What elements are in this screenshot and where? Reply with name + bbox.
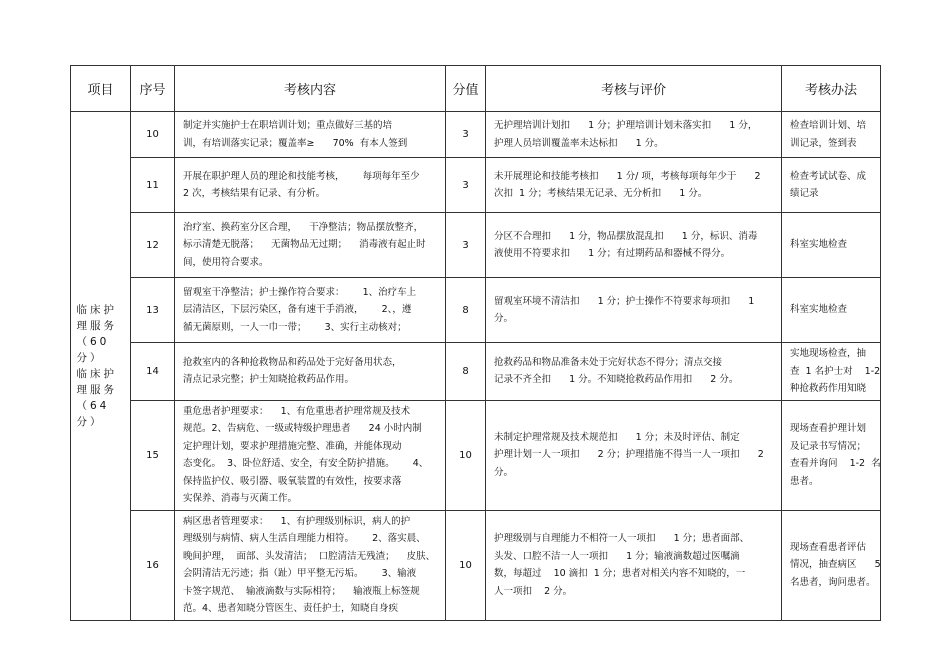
eval-line: 抢救药品和物品准备未处于完好状态不得分；清点交接 <box>494 356 723 368</box>
content-line: 定护理计划，要求护理措施完整、准确，并能体现动 <box>183 440 402 452</box>
method-cell <box>782 278 881 343</box>
assessment-table <box>70 65 881 621</box>
eval-cell <box>486 510 782 620</box>
eval-line: 人一项扣 2 分。 <box>494 585 573 597</box>
row-number: 15 <box>131 400 175 510</box>
content-line: 卡签字规范、 输液滴数与实际相符； 输液瓶上标签规 <box>183 585 420 597</box>
table-row <box>71 213 881 278</box>
score-cell: 3 <box>446 158 486 213</box>
method-line: 科室实地检查 <box>790 239 848 251</box>
method-cell <box>782 400 881 510</box>
content-line: 2 次，考核结果有记录、有分析。 <box>183 188 326 199</box>
table-row <box>71 343 881 401</box>
eval-line: 分。 <box>494 466 514 478</box>
score-cell: 3 <box>446 213 486 278</box>
table-row <box>71 112 881 158</box>
method-line: 科室实地检查 <box>790 304 848 316</box>
eval-line: 护理级别与自理能力不相符一人一项扣 1 分；患者面部、 <box>494 533 750 544</box>
method-line: 现场查看护理计划 <box>790 423 867 434</box>
row-number: 11 <box>131 158 175 213</box>
content-cell <box>175 112 446 158</box>
method-cell <box>782 213 881 278</box>
score-cell: 3 <box>446 112 486 158</box>
eval-line: 未开展理论和技能考核扣 1 分/ 项，考核每项每年少于 2 <box>494 170 761 182</box>
content-line: 循无菌原则，一人一巾一带； 3、实行主动核对； <box>183 321 407 333</box>
eval-line: 未制定护理常规及技术规范扣 1 分；未及时评估、制定 <box>494 431 740 443</box>
category-label <box>77 302 125 430</box>
table-row <box>71 278 881 343</box>
header-eval: 考核与评价 <box>486 66 782 112</box>
content-line: 间，使用符合要求。 <box>183 256 269 268</box>
content-line: 训，有培训落实记录；覆盖率≥ 70% 有本人签到 <box>183 137 408 149</box>
table-row <box>71 400 881 510</box>
row-number: 16 <box>131 510 175 620</box>
content-line: 态变化。 3、卧位舒适、安全，有安全防护措施。 4、 <box>183 458 429 469</box>
method-line: 绩记录 <box>790 188 819 199</box>
header-item: 项目 <box>71 66 131 112</box>
header-method: 考核办法 <box>782 66 881 112</box>
eval-cell <box>486 213 782 278</box>
header-no: 序号 <box>131 66 175 112</box>
content-line: 重危患者护理要求： 1、有危重患者护理常规及技术 <box>183 405 411 417</box>
method-cell <box>782 510 881 620</box>
content-line: 病区患者管理要求： 1、有护理级别标识，病人的护 <box>183 515 411 527</box>
method-line: 种抢救药作用知晓 <box>790 383 867 394</box>
method-line: 实地现场检查，抽 <box>790 348 867 359</box>
row-number: 14 <box>131 343 175 401</box>
content-line: 治疗室、换药室分区合理， 干净整洁；物品摆放整齐， <box>183 221 424 233</box>
content-line: 保持监护仪、吸引器、吸氧装置的有效性，按要求落 <box>183 475 402 487</box>
method-cell <box>782 158 881 213</box>
eval-cell <box>486 112 782 158</box>
header-row <box>71 66 881 112</box>
content-cell <box>175 278 446 343</box>
method-line: 名患者，询问患者。 <box>790 576 876 588</box>
category-line: 理服务 <box>76 383 117 396</box>
eval-cell <box>486 278 782 343</box>
category-line: （64分） <box>76 399 110 428</box>
content-line: 层清洁区，下层污染区，备有速干手消液， 2、，遵 <box>183 304 412 316</box>
content-line: 开展在职护理人员的理论和技能考核， 每项每年至少 <box>183 170 420 182</box>
eval-line: 次扣 1 分；考核结果无记录、无分析扣 1 分。 <box>494 188 708 199</box>
row-number: 13 <box>131 278 175 343</box>
content-cell <box>175 213 446 278</box>
row-number: 10 <box>131 112 175 158</box>
eval-line: 头发、口腔不洁一人一项扣 1 分；输液滴数超过医嘱滴 <box>494 550 740 562</box>
method-line: 训记录，签到表 <box>790 137 857 149</box>
eval-cell <box>486 158 782 213</box>
method-cell <box>782 112 881 158</box>
method-line: 检查考试试卷、成 <box>790 170 867 182</box>
content-line: 清点记录完整；护士知晓抢救药品作用。 <box>183 374 355 386</box>
method-line: 查 1 名护士对 1-2 <box>790 365 881 377</box>
score-cell: 10 <box>446 510 486 620</box>
category-line: 临床护 <box>76 303 117 316</box>
header-score: 分值 <box>446 66 486 112</box>
eval-line: 分区不合理扣 1 分，物品摆放混乱扣 1 分，标识、消毒 <box>494 230 758 242</box>
method-line: 现场查看患者评估 <box>790 541 867 553</box>
eval-line: 护理人员培训覆盖率未达标扣 1 分。 <box>494 137 664 149</box>
eval-line: 液使用不符要求扣 1 分；有过期药品和器械不得分。 <box>494 248 731 259</box>
method-line: 查看并询问 1-2 名 <box>790 458 881 469</box>
method-line: 及记录书写情况； <box>790 440 867 452</box>
eval-line: 数，每超过 10 滴扣 1 分；患者对相关内容不知晓的，一 <box>494 568 746 579</box>
header-content: 考核内容 <box>175 66 446 112</box>
eval-line: 记录不齐全扣 1 分。不知晓抢救药品作用扣 2 分。 <box>494 374 739 386</box>
eval-cell <box>486 400 782 510</box>
eval-line: 留观室环境不清洁扣 1 分；护士操作不符要求每项扣 1 <box>494 295 755 307</box>
method-cell <box>782 343 881 401</box>
content-line: 规范。2、告病危、一级或特级护理患者 24 小时内制 <box>183 423 422 434</box>
score-cell: 8 <box>446 278 486 343</box>
content-cell <box>175 343 446 401</box>
method-line: 情况，抽查病区 5 <box>790 559 881 571</box>
table-row <box>71 158 881 213</box>
content-line: 会阴清洁无污迹；指（趾）甲平整无污垢。 3、输液 <box>183 568 417 579</box>
content-cell <box>175 158 446 213</box>
score-cell: 8 <box>446 343 486 401</box>
eval-line: 无护理培训计划扣 1 分；护理培训计划未落实扣 1 分， <box>494 120 758 131</box>
eval-cell <box>486 343 782 401</box>
content-line: 理级别与病情、病人生活自理能力相符。 2、落实晨、 <box>183 533 426 544</box>
category-line: 临床护 <box>76 367 117 380</box>
category-cell <box>71 112 131 621</box>
score-cell: 10 <box>446 400 486 510</box>
content-line: 晚间护理， 面部、头发清洁； 口腔清洁无残渣； 皮肤、 <box>183 550 436 562</box>
eval-line: 分。 <box>494 313 514 324</box>
content-line: 实保养、消毒与灭菌工作。 <box>183 493 298 504</box>
eval-line: 护理计划一人一项扣 2 分；护理措施不得当一人一项扣 2 <box>494 449 764 461</box>
content-line: 制定并实施护士在职培训计划；重点做好三基的培 <box>183 120 393 131</box>
content-line: 留观室干净整洁；护士操作符合要求： 1、治疗车上 <box>183 286 417 298</box>
content-line: 范。4、患者知晓分管医生、责任护士，知晓自身疾 <box>183 603 399 614</box>
content-cell <box>175 510 446 620</box>
category-line: （60分） <box>76 335 110 364</box>
row-number: 12 <box>131 213 175 278</box>
method-line: 检查培训计划、培 <box>790 120 867 131</box>
content-cell <box>175 400 446 510</box>
table-row <box>71 510 881 620</box>
method-line: 患者。 <box>790 475 819 487</box>
category-line: 理服务 <box>76 319 117 332</box>
content-line: 标示清楚无脱落； 无菌物品无过期； 消毒液有起止时 <box>183 239 426 251</box>
content-line: 抢救室内的各种抢救物品和药品处于完好备用状态， <box>183 356 402 368</box>
